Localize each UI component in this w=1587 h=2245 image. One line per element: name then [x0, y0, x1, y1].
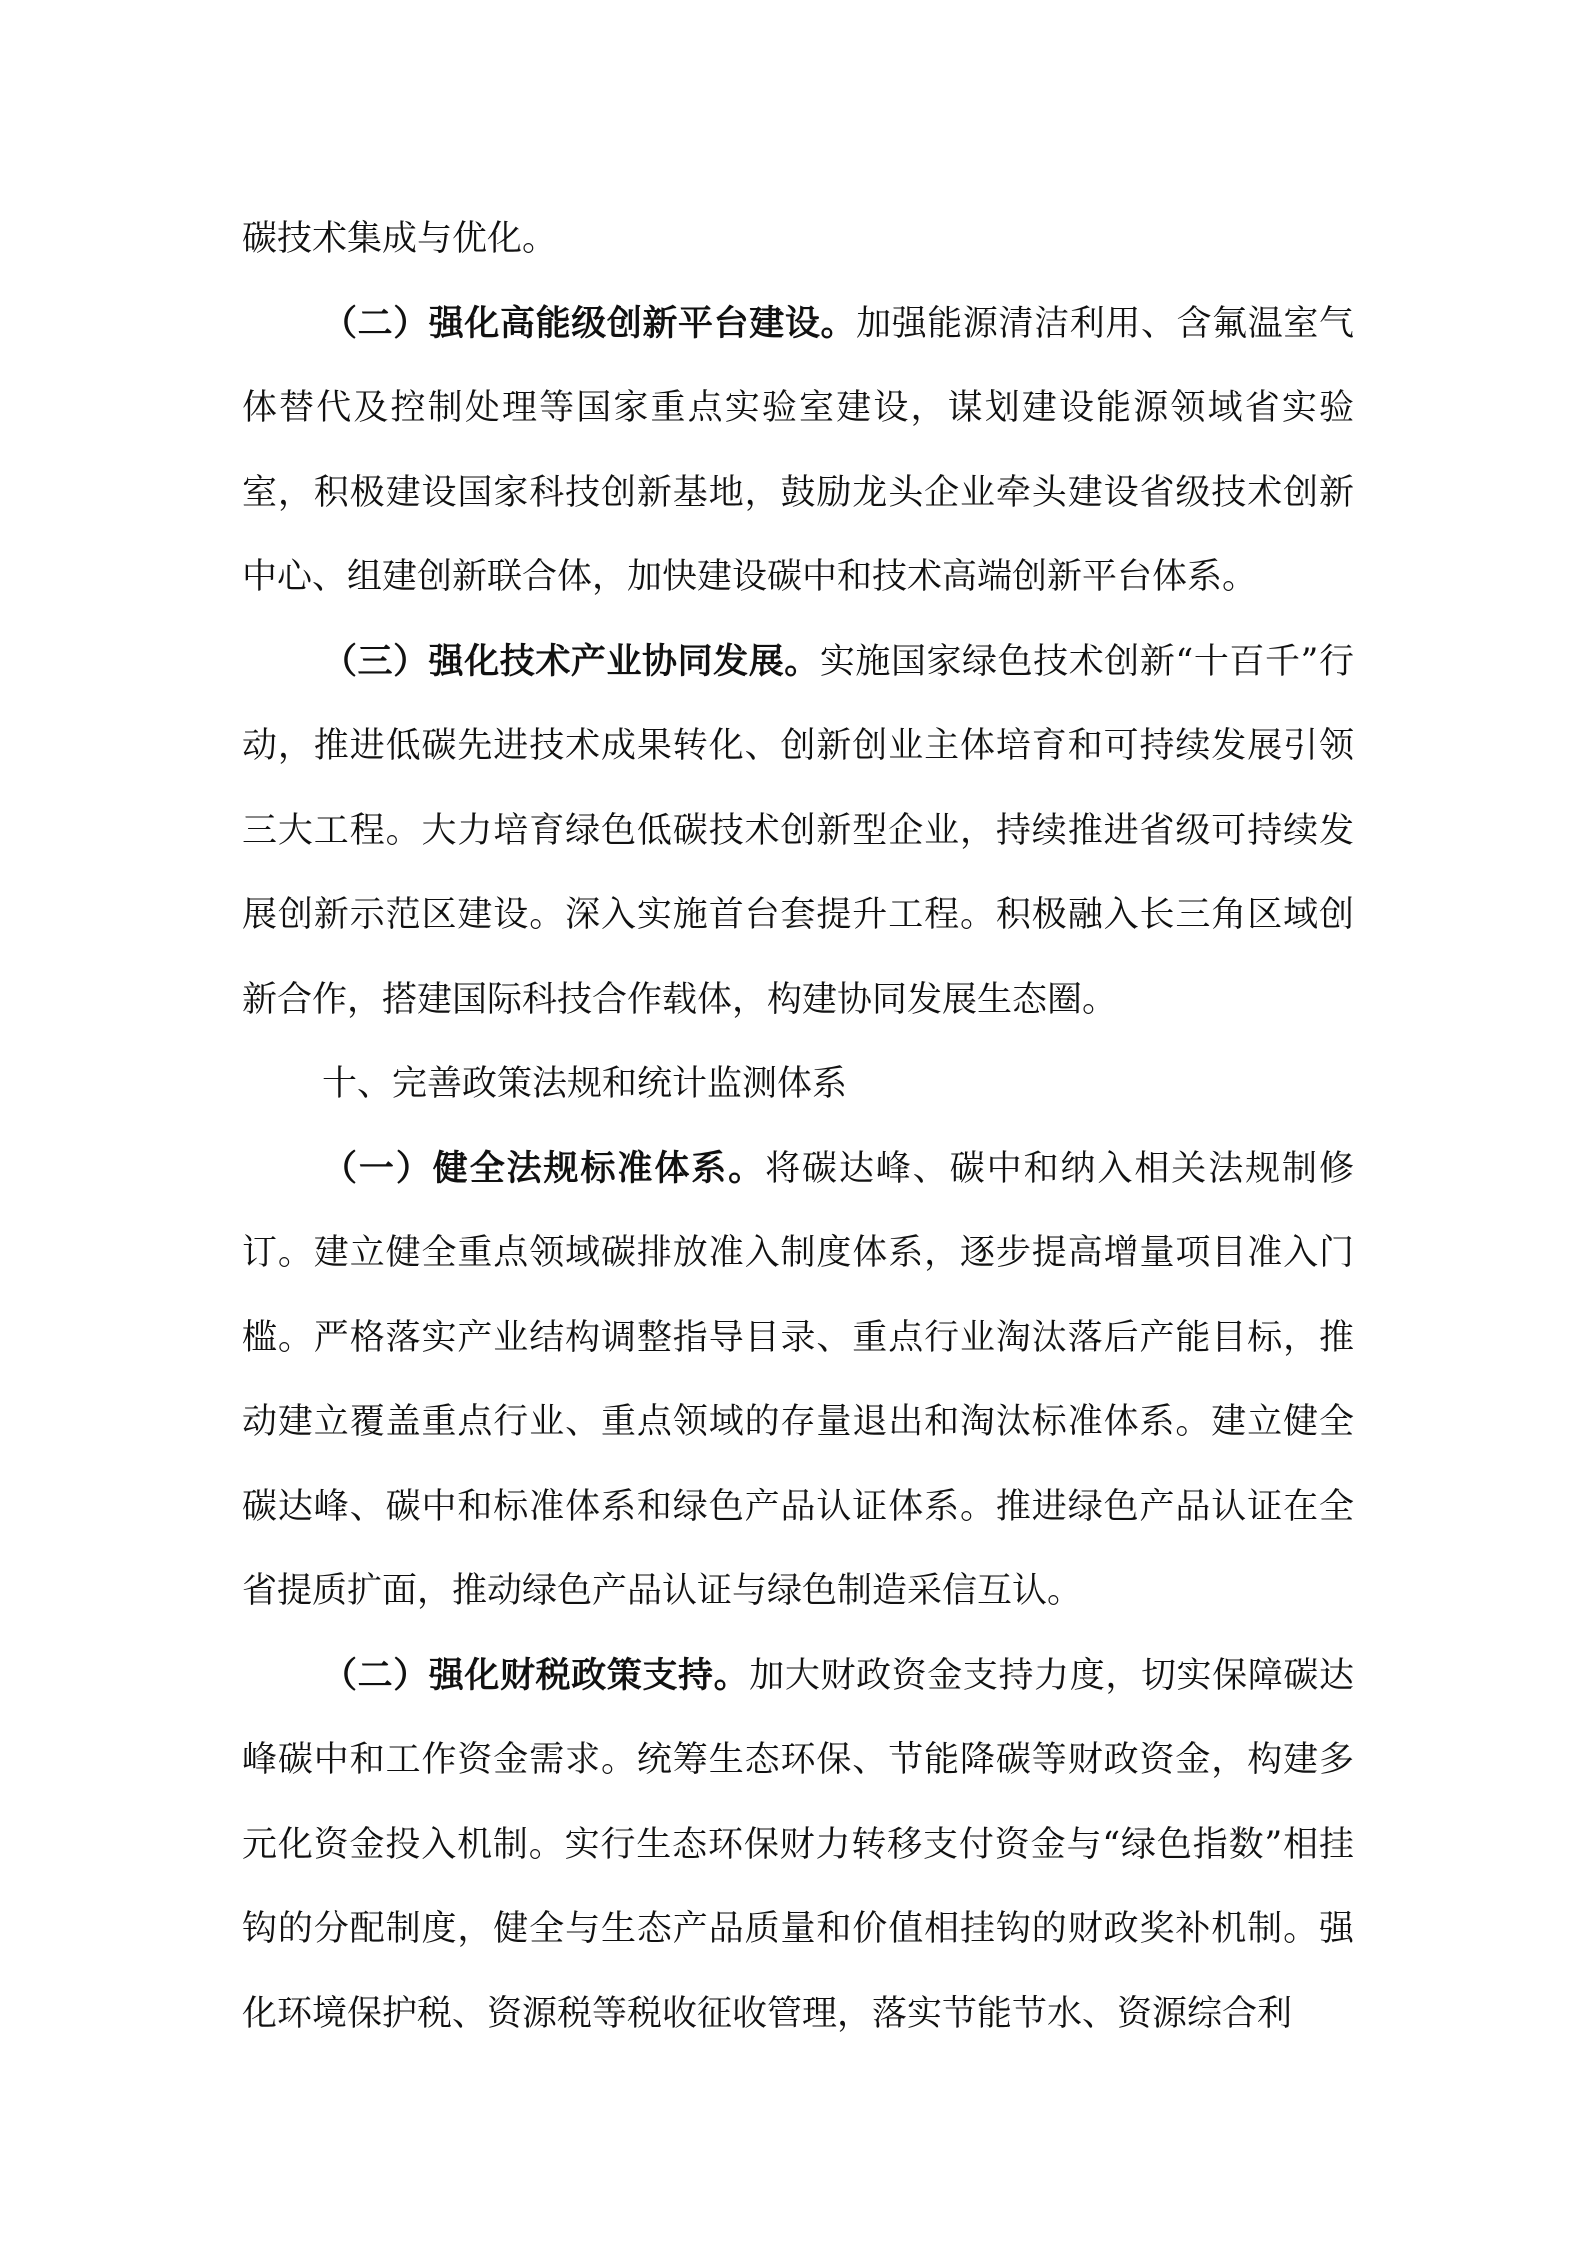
paragraph-fiscal-policy [242, 1634, 1354, 2057]
paragraph-lead: （三）强化技术产业协同发展。 [322, 640, 820, 682]
paragraph-body: 加大财政资金支持力度，切实保障碳达峰碳中和工作资金需求。统筹生态环保、节能降碳等财政资金，构建多元化资金投入机制。实行生态环保财力转移支付资金与“绿色指数”相挂钩的分配制度，健全与生态产品质量和价值相挂钩的财政奖补机制。强化环境保护税、资源税等税收征收管理，落实节能节水、资源综合利 [242, 1655, 1354, 2034]
paragraph-regulations-standards [242, 1127, 1354, 1634]
paragraph-continuation [242, 197, 1354, 282]
paragraph-body: 加强能源清洁利用、含氟温室气体替代及控制处理等国家重点实验室建设，谋划建设能源领域省实验室，积极建设国家科技创新基地，鼓励龙头企业牵头建设省级技术创新中心、组建创新联合体，加快建设碳中和技术高端创新平台体系。 [242, 303, 1354, 597]
paragraph-lead: （二）强化财税政策支持。 [322, 1654, 750, 1696]
paragraph-platform-construction [242, 282, 1354, 620]
document-page [242, 197, 1354, 2056]
paragraph-lead: （一）健全法规标准体系。 [322, 1147, 766, 1189]
paragraph-body: 将碳达峰、碳中和纳入相关法规制修订。建立健全重点领域碳排放准入制度体系，逐步提高增量项目准入门槛。严格落实产业结构调整指导目录、重点行业淘汰落后产能目标，推动建立覆盖重点行业、重点领域的存量退出和淘汰标准体系。建立健全碳达峰、碳中和标准体系和绿色产品认证体系。推进绿色产品认证在全省提质扩面，推动绿色产品认证与绿色制造采信互认。 [242, 1148, 1354, 1611]
paragraph-body: 实施国家绿色技术创新“十百千”行动，推进低碳先进技术成果转化、创新创业主体培育和可持续发展引领三大工程。大力培育绿色低碳技术创新型企业，持续推进省级可持续发展创新示范区建设。深入实施首台套提升工程。积极融入长三角区域创新合作，搭建国际科技合作载体，构建协同发展生态圈。 [242, 641, 1354, 1020]
paragraph-lead: （二）强化高能级创新平台建设。 [322, 302, 857, 344]
section-heading: 十、完善政策法规和统计监测体系 [322, 1064, 848, 1104]
paragraph-body: 碳技术集成与优化。 [242, 219, 558, 259]
paragraph-industry-collaboration [242, 620, 1354, 1043]
